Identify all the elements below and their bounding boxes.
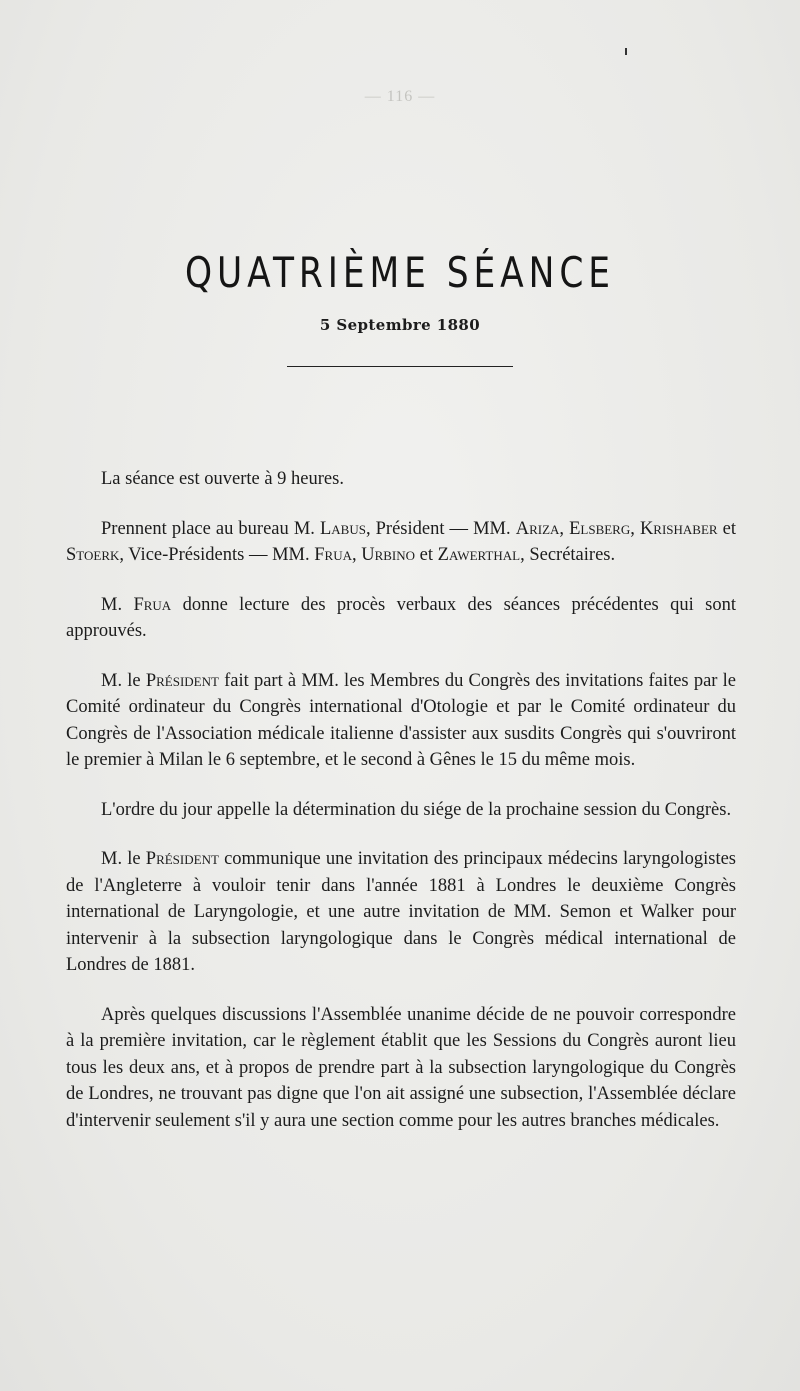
ink-speck (625, 48, 627, 55)
name-zawerthal: Zawerthal (437, 545, 521, 565)
name-krishaber: Krishaber (639, 518, 718, 539)
paragraph-agenda: L'ordre du jour appelle la détermination du siége de la prochaine session du Congrès. (101, 799, 732, 820)
title-president: Président (145, 849, 219, 869)
name-elsberg: Elsberg (569, 518, 631, 539)
body-text (66, 466, 736, 1157)
running-head: — 116 — (364, 88, 436, 105)
name-urbino: Urbino (361, 545, 416, 565)
title-rule (287, 366, 513, 367)
name-labus: Labus (319, 518, 366, 539)
name-frua: Frua (133, 594, 172, 615)
paragraph-london-invitation: M. le Président communique une invitation des principaux médecins laryngologistes de l'Angleterre à vouloir tenir dans l'année 1881 à Londres le deuxième Congrès international de Laryngologie, et une autre invitation de MM. Semon et Walker pour intervenir à la subsection laryngologique dans le Congrès médical international de Londres de 1881. (66, 849, 736, 975)
section-title: QUATRIÈME SÉANCE (185, 248, 615, 297)
name-ariza: Ariza (515, 518, 560, 539)
paragraph-bureau: Prennent place au bureau M. Labus, Président — MM. Ariza, Elsberg, Krishaber et Stoerk, Vice-Présidents — MM. Frua, Urbino et Zawerthal, Secrétaires. (66, 518, 737, 565)
paragraph-invitations: M. le Président fait part à MM. les Membres du Congrès des invitations faites par le Comité ordinateur du Congrès international d'Otologie et par le Comité ordinateur du Congrès de l'Association médicale italienne d'assister aux susdits Congrès qui s'ouvriront le premier à Milan le 6 septembre, et le second à Gênes le 15 du même mois. (66, 670, 736, 770)
paragraph-decision: Après quelques discussions l'Assemblée unanime décide de ne pouvoir correspondre à la première invitation, car le règlement établit que les Sessions du Congrès auront lieu tous les deux ans, et à propos de prendre part à la subsection laryngologique du Congrès de Londres, ne trouvant pas digne que l'on ait assigné une subsection, l'Assemblée déclare d'intervenir seulement s'il y aura une section comme pour les autres branches médicales. (66, 1004, 736, 1131)
title-president: Président (145, 670, 219, 691)
session-date: 5 Septembre 1880 (319, 316, 481, 334)
paragraph-minutes: M. Frua donne lecture des procès verbaux des séances précédentes qui sont approuvés. (66, 594, 736, 641)
paragraph-opening: La séance est ouverte à 9 heures. (101, 469, 344, 489)
name-stoerk: Stoerk (66, 545, 120, 565)
name-frua: Frua (314, 545, 352, 565)
